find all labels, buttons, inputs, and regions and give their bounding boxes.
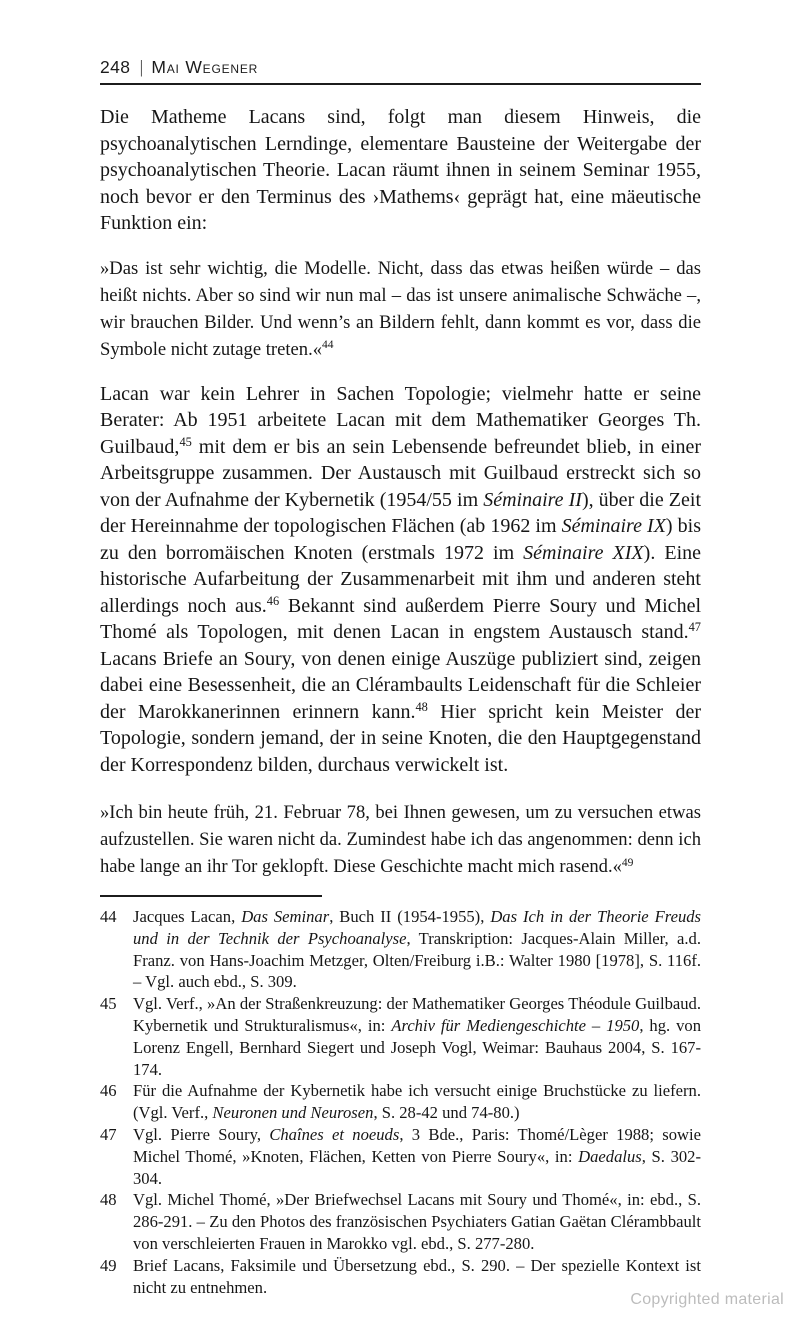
footnote-text: Für die Aufnahme der Kybernetik habe ich versucht einige Bruchstücke zu liefern. (Vgl. Verf., Neuronen und Neurosen, S. 28-42 und 74-80.): [133, 1081, 701, 1123]
footnote-text: Jacques Lacan, Das Seminar, Buch II (1954-1955), Das Ich in der Theorie Freuds und in der Technik der Psychoanalyse, Transkription: Jacques-Alain Miller, a.d. Franz. von Hans-Joachim Metzger, Olten/Freiburg i.B.: Walter 1980 [1978], S. 116f. – Vgl. auch ebd., S. 309.: [133, 907, 702, 992]
header-separator: |: [140, 57, 144, 77]
footnote-text: Vgl. Verf., »An der Straßenkreuzung: der Mathematiker Georges Théodule Guilbaud. Kybernetik und Strukturalismus«, in: Archiv für Mediengeschichte – 1950, hg. von Lorenz Engell, Bernhard Siegert und Joseph Vogl, Weimar: Bauhaus 2004, S. 167-174.: [133, 994, 701, 1079]
copyright-watermark: Copyrighted material: [630, 1291, 784, 1308]
page-header: [100, 0, 701, 85]
body-paragraph-2: Lacan war kein Lehrer in Sachen Topologie; vielmehr hatte er seine Berater: Ab 1951 arbeitete Lacan mit dem Mathematiker Georges Th. Guilbaud,$^{45}$ mit dem er bis an sein Lebensende befreundet blieb, in einer Arbeitsgruppe zusammen. Der Austausch mit Guilbaud erstreckt sich so von der Aufnahme der Kybernetik (1954/55 im Séminaire II), über die Zeit der Hereinnahme der topologischen Flächen (ab 1962 im Séminaire IX) bis zu den borromäischen Knoten (erstmals 1972 im Séminaire XIX). Eine historische Aufarbeitung der Zusammenarbeit mit ihm und anderen steht allerdings noch aus.$^{46}$ Bekannt sind außerdem Pierre Soury und Michel Thomé als Topologen, mit denen Lacan in engstem Austausch stand.$^{47}$ Lacans Briefe an Soury, von denen einige Auszüge publiziert sind, zeigen dabei eine Besessenheit, die an Clérambaults Leidenschaft für die Schleier der Marokkanerinnen erinnern kann.$^{48}$ Hier spricht kein Meister der Topologie, sondern jemand, der in seine Knoten, die den Hauptgegenstand der Korrespondenz bilden, durchaus verwickelt ist.: [100, 382, 702, 776]
footnote-number: 45: [100, 994, 117, 1014]
footnote-number: 48: [100, 1190, 117, 1210]
footnote-item: [100, 1255, 701, 1299]
footnote-item: [100, 1124, 701, 1189]
footnote-separator: [100, 895, 322, 897]
footnote-number: 44: [100, 907, 117, 926]
footnote-item: [100, 906, 701, 993]
footnote-text: Vgl. Michel Thomé, »Der Briefwechsel Lacans mit Soury und Thomé«, in: ebd., S. 286-291. – Zu den Photos des französischen Psychiaters Gatian Gaëtan Clérambbault von verschleierten Frauen in Marokko vgl. ebd., S. 277-280.: [133, 1190, 701, 1253]
footnote-text: Vgl. Pierre Soury, Chaînes et noeuds, 3 Bde., Paris: Thomé/Lèger 1988; sowie Michel Thomé, »Knoten, Flächen, Ketten von Pierre Soury«, in: Daedalus, S. 302-304.: [133, 1124, 701, 1188]
running-head: Mai Wegener: [151, 57, 259, 77]
block-quote-1: »Das ist sehr wichtig, die Modelle. Nicht, dass das etwas heißen würde – das heißt nichts. Aber so sind wir nun mal – das ist unsere animalische Schwäche –, wir brauchen Bilder. Und wenn’s an Bildern fehlt, dann kommt es vor, dass die Symbole nicht zutage treten.«$^{44}$: [100, 257, 701, 360]
footnote-number: 49: [100, 1255, 117, 1275]
footnote-item: [100, 993, 701, 1080]
footnote-number: 47: [100, 1124, 117, 1144]
footnotes-section: [100, 906, 701, 1298]
footnote-item: [100, 1189, 701, 1254]
footnote-number: 46: [100, 1081, 117, 1101]
footnote-text: Brief Lacans, Faksimile und Übersetzung ebd., S. 290. – Der spezielle Kontext ist nicht zu entnehmen.: [133, 1255, 701, 1297]
footnote-item: [100, 1080, 701, 1124]
block-quote-2: »Ich bin heute früh, 21. Februar 78, bei Ihnen gewesen, um zu versuchen etwas aufzustellen. Sie waren nicht da. Zumindest habe ich das angenommen: denn ich habe lange an ihr Tor geklopft. Diese Geschichte macht mich rasend.«$^{49}$: [100, 802, 701, 877]
text-column: [100, 0, 701, 1298]
page-number: 248: [100, 57, 131, 77]
body-paragraph-1: Die Matheme Lacans sind, folgt man diesem Hinweis, die psychoanalytischen Lerndinge, elementare Bausteine der Weitergabe der psychoanalytischen Theorie. Lacan räumt ihnen in seinem Seminar 1955, noch bevor er den Terminus des ›Mathems‹ geprägt hat, eine mäeutische Funktion ein:: [100, 106, 701, 234]
